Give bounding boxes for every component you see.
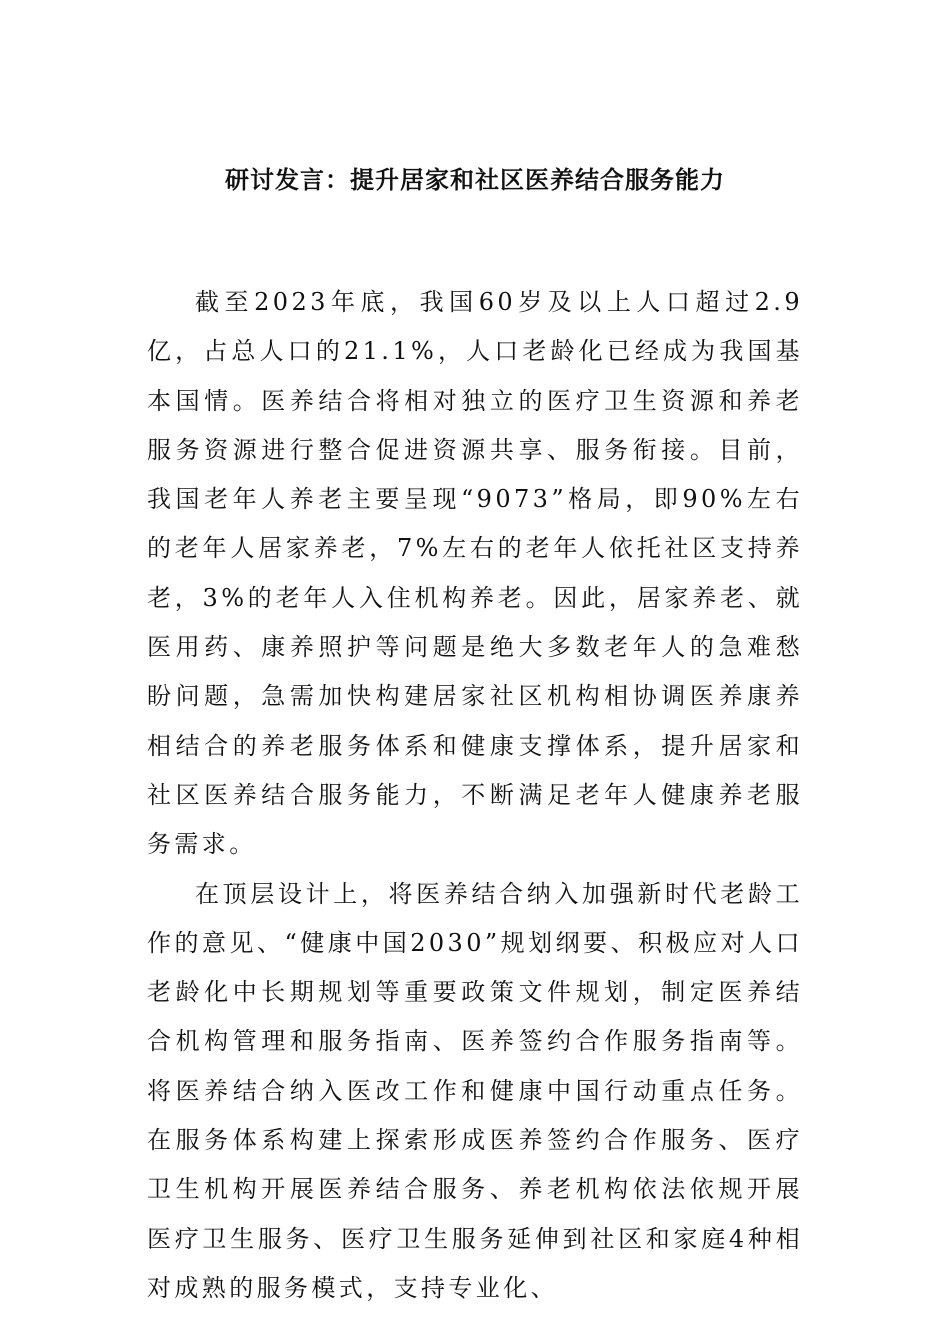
paragraph-2: 在顶层设计上，将医养结合纳入加强新时代老龄工作的意见、“健康中国2030”规划纲要、积极应对人口老龄化中长期规划等重要政策文件规划，制定医养结合机构管理和服务指南、医养签约合作服务指南等。将医养结合纳入医改工作和健康中国行动重点任务。在服务体系构建上探索形成医养签约合作服务、医疗卫生机构开展医养结合服务、养老机构依法依规开展医疗卫生服务、医疗卫生服务延伸到社区和家庭4种相对成熟的服务模式，支持专业化、 bbox=[147, 879, 803, 1302]
paragraph-1: 截至2023年底，我国60岁及以上人口超过2.9亿，占总人口的21.1%，人口老龄化已经成为我国基本国情。医养结合将相对独立的医疗卫生资源和养老服务资源进行整合促进资源共享、服务衔接。目前，我国老年人养老主要呈现“9073”格局，即90%左右的老年人居家养老，7%左右的老年人依托社区支持养老，3%的老年人入住机构养老。因此，居家养老、就医用药、康养照护等问题是绝大多数老年人的急难愁盼问题，急需加快构建居家社区机构相协调医养康养相结合的养老服务体系和健康支撑体系，提升居家和社区医养结合服务能力，不断满足老年人健康养老服务需求。 bbox=[147, 288, 803, 859]
document-title: 研讨发言：提升居家和社区医养结合服务能力 bbox=[225, 165, 725, 194]
document-body bbox=[147, 278, 803, 1313]
